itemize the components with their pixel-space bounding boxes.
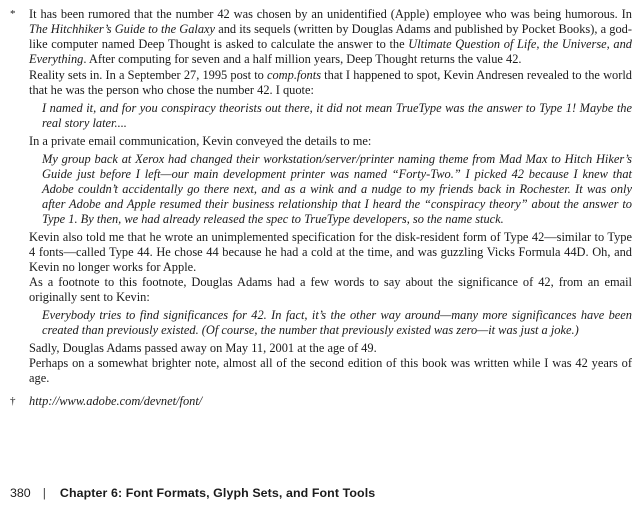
paragraph-rumor: It has been rumored that the number 42 was chosen by an unidentified (Apple) employee who was being humorous. In The Hitchhiker’s Guide to the Galaxy and its sequels (written by Douglas Adams and published by Pocket Books), a god-like computer named Deep Thought is asked to calculate the answer to the Ultimate Question of Life, the Universe, and Everything. After computing for seven and a half million years, Deep Thought returns the value 42.	[29, 7, 632, 66]
page-number: 380	[10, 486, 31, 500]
paragraph-private-email: In a private email communication, Kevin conveyed the details to me:	[29, 134, 372, 148]
footnote-marker-asterisk: *	[10, 8, 16, 20]
paragraph-adams-passing: Sadly, Douglas Adams passed away on May 11, 2001 at the age of 49.	[29, 341, 377, 355]
paragraph-second-edition: Perhaps on a somewhat brighter note, almost all of the second edition of this book was written while I was 42 years of age.	[29, 356, 632, 385]
page-footer	[10, 485, 630, 501]
ultimate-question: Ultimate Question of Life, the Universe, and Everything	[29, 37, 632, 66]
quote-adams: Everybody tries to find significances for 42. In fact, it’s the other way around—many more significances have been created than previously existed. (Of course, the number that previously existed was zero—it was just a joke.)	[42, 308, 632, 337]
footnote-asterisk	[10, 7, 632, 386]
footer-separator: |	[42, 486, 46, 500]
paragraph-reality: Reality sets in. In a September 27, 1995 post to comp.fonts that I happened to spot, Kevin Andresen revealed to the world that he was the person who chose the number 42. I quote:	[29, 68, 632, 97]
footnotes	[10, 7, 632, 409]
adobe-devnet-url: http://www.adobe.com/devnet/font/	[29, 394, 203, 408]
book-title: The Hitchhiker’s Guide to the Galaxy	[29, 22, 216, 36]
chapter-title: Chapter 6: Font Formats, Glyph Sets, and Font Tools	[59, 486, 376, 500]
paragraph-type44: Kevin also told me that he wrote an unimplemented specification for the disk-resident form of Type 42—similar to Type 4 fonts—called Type 44. He chose 44 because he had a cold at the time, and was guzzling Vicks Formula 44D. Oh, and Kevin no longer works for Apple.	[29, 230, 632, 274]
paragraph-adams-footnote: As a footnote to this footnote, Douglas Adams had a few words to say about the significance of 42, from an email originally sent to Kevin:	[29, 275, 632, 304]
quote-andresen-post: I named it, and for you conspiracy theorists out there, it did not mean TrueType was the answer to Type 1! Maybe the real story later....	[42, 101, 632, 130]
quote-andresen-email: My group back at Xerox had changed their workstation/server/printer naming theme from Mad Max to Hitch Hiker’s Guide just before I left—our main development printer was named “Forty-Two.” I picked 42 because I knew that Adobe couldn’t accidentally go there next, and as a wink and a nudge to my friends back in Rochester. It was only after Adobe and Apple resumed their business relationship that I heard the “conspiracy theory” about the answer to Type 1. By then, we had already released the spec to TrueType developers, so the name stuck.	[42, 152, 632, 226]
newsgroup-name: comp.fonts	[266, 68, 322, 82]
footnote-marker-dagger: †	[10, 395, 16, 407]
footnote-dagger	[10, 394, 632, 409]
